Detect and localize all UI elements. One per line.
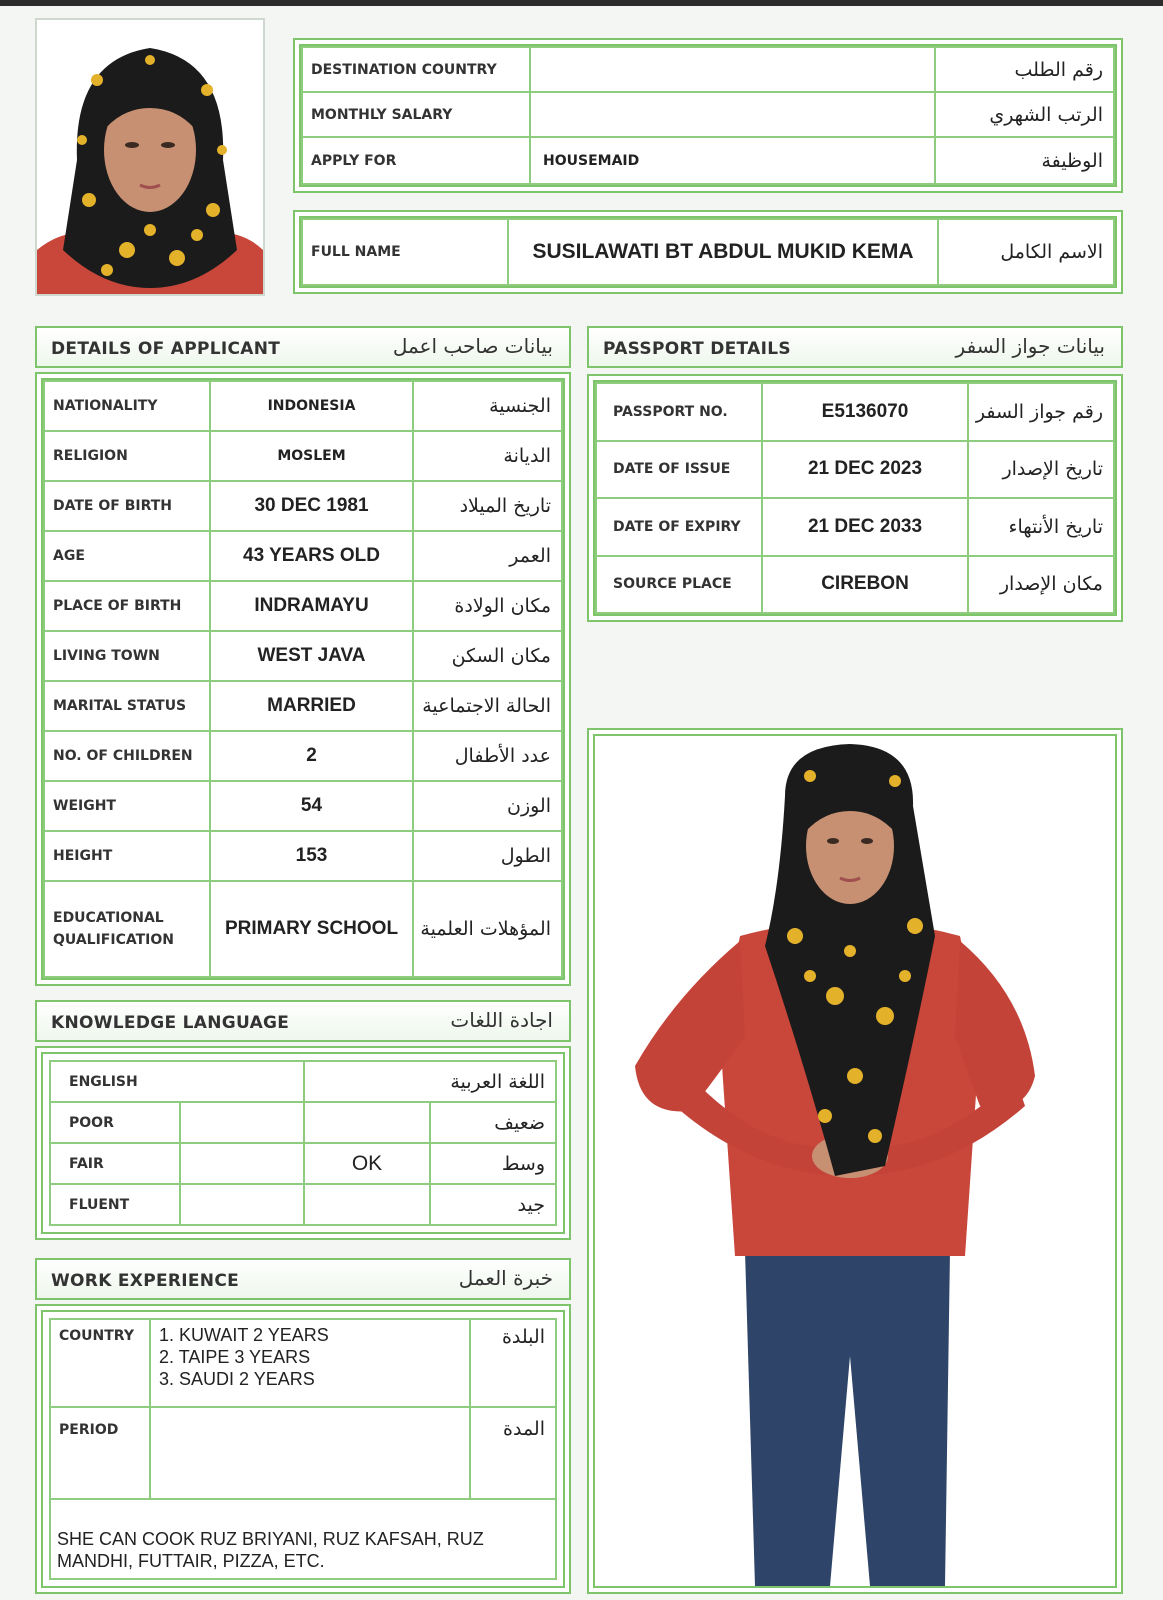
country-list [150, 1319, 470, 1407]
apply-for-arabic: الوظيفة [935, 137, 1114, 184]
arabic-language-header: اللغة العربية [304, 1061, 556, 1102]
table-row [44, 581, 562, 631]
work-title: WORK EXPERIENCE [51, 1271, 240, 1291]
country-item: 1. KUWAIT 2 YEARS [159, 1325, 329, 1345]
poor-arabic-value [304, 1102, 430, 1143]
weight-label: WEIGHT [44, 781, 210, 831]
destination-country-label: DESTINATION COUNTRY [302, 47, 530, 92]
height-label: HEIGHT [44, 831, 210, 881]
table-row [50, 1102, 556, 1143]
country-item: 3. SAUDI 2 YEARS [159, 1369, 315, 1389]
full-name-value: SUSILAWATI BT ABDUL MUKID KEMA [508, 219, 938, 285]
education-label: EDUCATIONAL QUALIFICATION [44, 881, 210, 977]
marital-status-value: MARRIED [210, 681, 413, 731]
table-row [44, 431, 562, 481]
table-row [44, 781, 562, 831]
details-table [43, 380, 563, 978]
passport-no-arabic: رقم جواز السفر [968, 383, 1114, 441]
table-row [596, 383, 1114, 441]
nationality-value: INDONESIA [210, 381, 413, 431]
table-row [44, 731, 562, 781]
work-notes [50, 1499, 556, 1579]
place-of-birth-arabic: مكان الولادة [413, 581, 562, 631]
education-arabic: المؤهلات العلمية [413, 881, 562, 977]
living-town-value: WEST JAVA [210, 631, 413, 681]
table-row [302, 219, 1114, 285]
children-value: 2 [210, 731, 413, 781]
work-experience-box [35, 1304, 571, 1594]
work-notes-line: MANDHI, FUTTAIR, PIZZA, ETC. [57, 1551, 325, 1571]
table-row [44, 531, 562, 581]
age-label: AGE [44, 531, 210, 581]
fluent-english-value [180, 1184, 304, 1225]
knowledge-language-header [35, 1000, 571, 1042]
date-of-issue-value: 21 DEC 2023 [762, 441, 968, 499]
monthly-salary-arabic: الرتب الشهري [935, 92, 1114, 137]
marital-status-label: MARITAL STATUS [44, 681, 210, 731]
table-row [50, 1499, 556, 1579]
passport-title: PASSPORT DETAILS [603, 339, 791, 359]
application-info-box [293, 38, 1123, 193]
top-edge [0, 0, 1163, 6]
work-table [49, 1318, 557, 1580]
date-of-issue-label: DATE OF ISSUE [596, 441, 762, 499]
table-row [302, 47, 1114, 92]
period-value [150, 1407, 470, 1499]
date-of-birth-value: 30 DEC 1981 [210, 481, 413, 531]
table-row [44, 831, 562, 881]
age-arabic: العمر [413, 531, 562, 581]
source-place-value: CIREBON [762, 556, 968, 614]
table-row [50, 1184, 556, 1225]
poor-english-value [180, 1102, 304, 1143]
full-body-photo-frame [587, 728, 1123, 1594]
living-town-label: LIVING TOWN [44, 631, 210, 681]
destination-country-arabic: رقم الطلب [935, 47, 1114, 92]
date-of-expiry-value: 21 DEC 2033 [762, 498, 968, 556]
religion-arabic: الديانة [413, 431, 562, 481]
country-label: COUNTRY [50, 1319, 150, 1407]
apply-for-value: HOUSEMAID [530, 137, 935, 184]
table-row [50, 1061, 556, 1102]
headshot-illustration [37, 20, 263, 294]
nationality-arabic: الجنسية [413, 381, 562, 431]
applicant-headshot-photo [35, 18, 265, 296]
work-title-arabic: خبرة العمل [458, 1266, 553, 1290]
full-name-arabic: الاسم الكامل [938, 219, 1114, 285]
religion-value: MOSLEM [210, 431, 413, 481]
date-of-issue-arabic: تاريخ الإصدار [968, 441, 1114, 499]
destination-country-value [530, 47, 935, 92]
children-arabic: عدد الأطفال [413, 731, 562, 781]
place-of-birth-value: INDRAMAYU [210, 581, 413, 631]
country-arabic: البلدة [470, 1319, 556, 1407]
country-item: 2. TAIPE 3 YEARS [159, 1347, 311, 1367]
height-value: 153 [210, 831, 413, 881]
knowledge-language-box [35, 1046, 571, 1240]
date-of-expiry-label: DATE OF EXPIRY [596, 498, 762, 556]
table-row [50, 1319, 556, 1407]
table-row [50, 1407, 556, 1499]
work-experience-header [35, 1258, 571, 1300]
passport-table [595, 382, 1115, 614]
table-row [44, 681, 562, 731]
fair-english-value [180, 1143, 304, 1184]
monthly-salary-value [530, 92, 935, 137]
poor-arabic: ضعيف [430, 1102, 556, 1143]
education-value: PRIMARY SCHOOL [210, 881, 413, 977]
passport-details-box [587, 374, 1123, 622]
passport-no-label: PASSPORT NO. [596, 383, 762, 441]
work-notes-line: SHE CAN COOK RUZ BRIYANI, RUZ KAFSAH, RUZ [57, 1529, 484, 1549]
table-row [302, 92, 1114, 137]
full-name-table [301, 218, 1115, 286]
full-name-label: FULL NAME [302, 219, 508, 285]
period-arabic: المدة [470, 1407, 556, 1499]
details-title-arabic: بيانات صاحب اعمل [392, 334, 553, 358]
living-town-arabic: مكان السكن [413, 631, 562, 681]
religion-label: RELIGION [44, 431, 210, 481]
height-arabic: الطول [413, 831, 562, 881]
fluent-arabic-value [304, 1184, 430, 1225]
fluent-label: FLUENT [50, 1184, 180, 1225]
apply-for-label: APPLY FOR [302, 137, 530, 184]
table-row [50, 1143, 556, 1184]
table-row [596, 556, 1114, 614]
date-of-birth-arabic: تاريخ الميلاد [413, 481, 562, 531]
full-body-photo [595, 736, 1115, 1586]
language-title: KNOWLEDGE LANGUAGE [51, 1013, 290, 1033]
passport-details-header [587, 326, 1123, 368]
application-info-table [301, 46, 1115, 185]
fair-arabic-value: OK [304, 1143, 430, 1184]
language-title-arabic: اجادة اللغات [450, 1008, 553, 1032]
details-of-applicant-header [35, 326, 571, 368]
source-place-arabic: مكان الإصدار [968, 556, 1114, 614]
table-row [596, 441, 1114, 499]
marital-status-arabic: الحالة الاجتماعية [413, 681, 562, 731]
details-title: DETAILS OF APPLICANT [51, 339, 281, 359]
monthly-salary-label: MONTHLY SALARY [302, 92, 530, 137]
table-row [596, 498, 1114, 556]
table-row [302, 137, 1114, 184]
period-label: PERIOD [50, 1407, 150, 1499]
fluent-arabic: جيد [430, 1184, 556, 1225]
source-place-label: SOURCE PLACE [596, 556, 762, 614]
language-table [49, 1060, 557, 1226]
passport-title-arabic: بيانات جواز السفر [955, 334, 1105, 358]
weight-value: 54 [210, 781, 413, 831]
children-label: NO. OF CHILDREN [44, 731, 210, 781]
table-row [44, 881, 562, 977]
table-row [44, 481, 562, 531]
details-of-applicant-box [35, 372, 571, 986]
full-name-box [293, 210, 1123, 294]
table-row [44, 381, 562, 431]
fair-label: FAIR [50, 1143, 180, 1184]
date-of-expiry-arabic: تاريخ الأنتهاء [968, 498, 1114, 556]
poor-label: POOR [50, 1102, 180, 1143]
date-of-birth-label: DATE OF BIRTH [44, 481, 210, 531]
age-value: 43 YEARS OLD [210, 531, 413, 581]
nationality-label: NATIONALITY [44, 381, 210, 431]
place-of-birth-label: PLACE OF BIRTH [44, 581, 210, 631]
weight-arabic: الوزن [413, 781, 562, 831]
fair-arabic: وسط [430, 1143, 556, 1184]
english-label: ENGLISH [50, 1061, 304, 1102]
table-row [44, 631, 562, 681]
passport-no-value: E5136070 [762, 383, 968, 441]
